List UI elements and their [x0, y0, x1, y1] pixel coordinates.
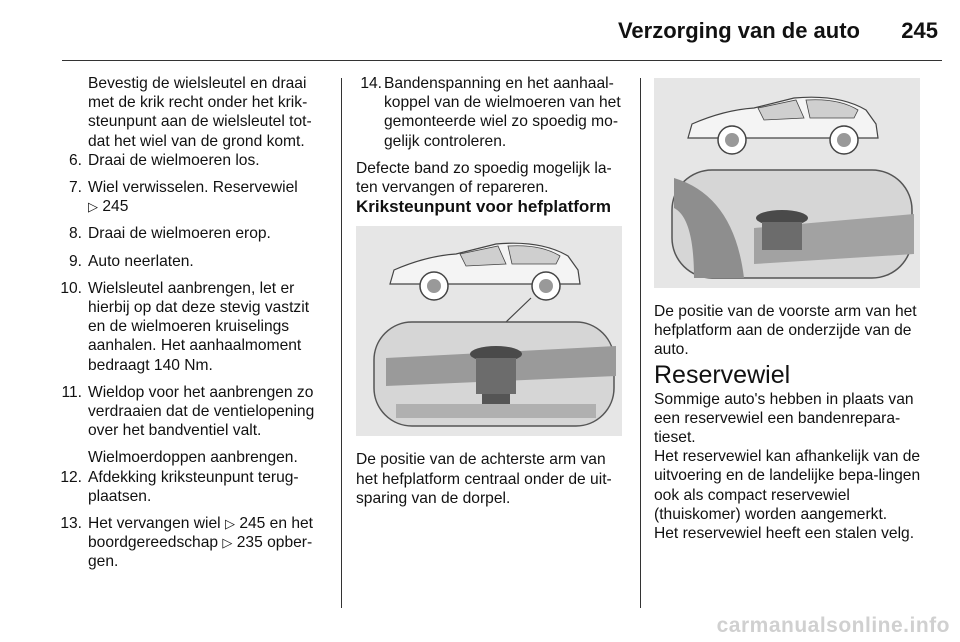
- rear-lift-point-illustration: [356, 226, 622, 436]
- column-2: [356, 74, 624, 508]
- paragraph: Defecte band zo spoedig mogelijk la-ten vervangen of repareren.: [356, 159, 612, 197]
- triangle-reference-icon: ▷: [222, 535, 233, 551]
- list-item: 9. Auto neerlaten.: [68, 252, 194, 270]
- list-item: 10. Wielsleutel aanbrengen, let er hierbij op dat deze stevig vastzit en de wielmoeren kruiselings aanhalen. Het aanhaalmoment bedraagt 140 Nm.: [60, 279, 310, 374]
- figure-caption: De positie van de voorste arm van het hefplatform aan de onderzijde van de auto.: [654, 303, 917, 359]
- paragraph: Het reservewiel heeft een stalen velg.: [654, 525, 915, 543]
- column-1: [48, 74, 330, 580]
- list-item: 8. Draai de wielmoeren erop.: [68, 225, 271, 243]
- list-item: 11. Wieldop voor het aanbrengen zo verdraaien dat de ventielopening over het bandventiel valt.: [61, 383, 315, 440]
- list-item: 6. Draai de wielmoeren los.: [68, 151, 260, 169]
- page-reference-link[interactable]: 245 en het: [239, 515, 314, 533]
- column-divider: [640, 78, 641, 608]
- list-item: 14. Bandenspanning en het aanhaal-koppel van de wielmoeren van het gemonteerde wiel zo spoedig mo-gelijk controleren.: [360, 75, 621, 150]
- column-divider: [341, 78, 342, 608]
- page-reference-link[interactable]: 245: [102, 198, 129, 216]
- page-reference-link[interactable]: 235 opber-gen.: [88, 534, 313, 571]
- paragraph: Sommige auto's hebben in plaats van een reservewiel een bandenrepara-tieset.: [654, 390, 914, 447]
- page-title: Verzorging van de auto: [617, 18, 860, 43]
- intro-paragraph: Bevestig de wielsleutel en draai met de krik recht onder het krik-steunpunt aan de wielsleutel tot-dat het wiel van de grond komt.: [88, 75, 312, 150]
- header-rule: [62, 60, 942, 61]
- watermark-text: carmanualsonline.info: [716, 614, 950, 637]
- section-heading: Reservewiel: [654, 360, 791, 389]
- figure-caption: De positie van de achterste arm van het hefplatform centraal onder de uit-sparing van de dorpel.: [356, 451, 612, 507]
- paragraph: Het reservewiel kan afhankelijk van de uitvoering en de landelijke bepa-lingen ook als compact reservewiel (thuiskomer) worden aangemerkt.: [654, 448, 921, 523]
- list-item: 13. Het vervangen wiel ▷ 245 en het boordgereedschap ▷ 235 opber-gen.: [60, 515, 314, 571]
- list-item: 12. Afdekking kriksteunpunt terug-plaatsen.: [60, 468, 299, 505]
- front-lift-point-illustration: [654, 78, 920, 288]
- triangle-reference-icon: ▷: [88, 199, 98, 215]
- note-paragraph: Wielmoerdoppen aanbrengen.: [88, 449, 298, 467]
- section-subheading: Kriksteunpunt voor hefplatform: [356, 197, 612, 217]
- page-number: 245: [901, 18, 938, 43]
- column-3: [654, 74, 930, 543]
- list-item: 7. Wiel verwisselen. Reservewiel ▷ 245: [68, 179, 298, 216]
- triangle-reference-icon: ▷: [224, 516, 235, 532]
